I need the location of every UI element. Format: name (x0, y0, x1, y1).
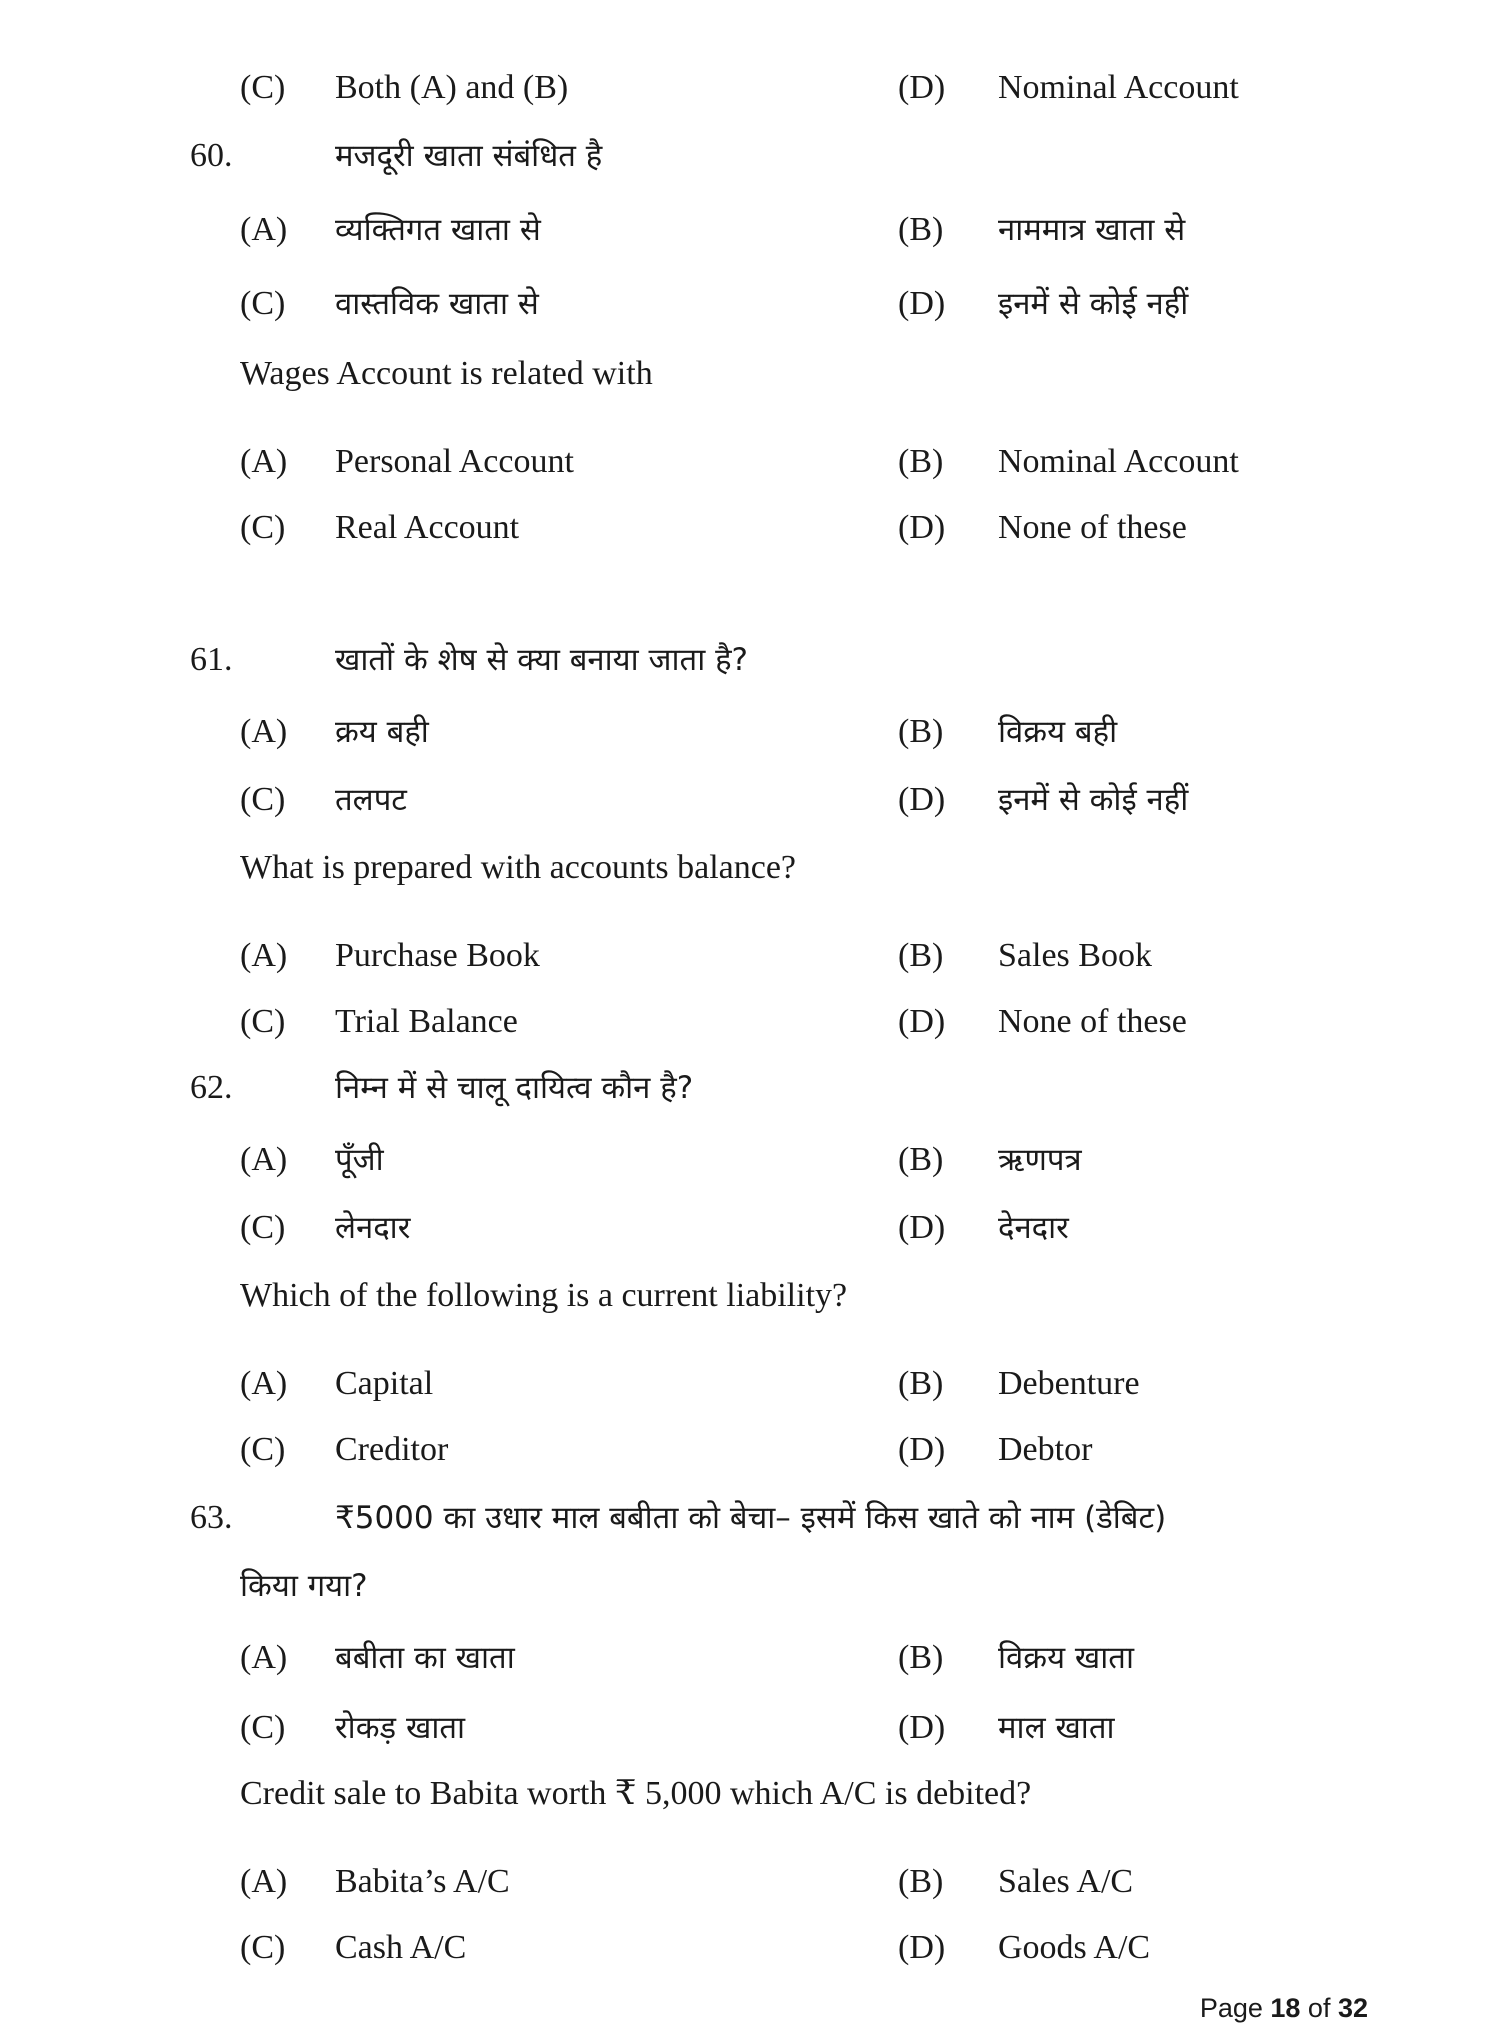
option-text: Capital (335, 1365, 434, 1402)
option-text: Both (A) and (B) (335, 69, 569, 106)
option-text: Trial Balance (335, 1003, 518, 1040)
option-text: Personal Account (335, 443, 574, 480)
option-text: Real Account (335, 509, 520, 546)
question-text-english: Wages Account is related with (240, 355, 653, 392)
option-text: वास्तविक खाता से (335, 286, 539, 322)
question-text-hindi-continued: किया गया? (240, 1568, 368, 1604)
option-label: (A) (240, 713, 288, 750)
option-text: Cash A/C (335, 1929, 467, 1966)
option-label: (D) (898, 285, 946, 322)
question-number: 63. (190, 1499, 233, 1536)
option-text: तलपट (335, 782, 407, 818)
option-label: (D) (898, 781, 946, 818)
option-text: विक्रय खाता (998, 1640, 1134, 1676)
option-label: (C) (240, 509, 286, 546)
question-text-hindi: खातों के शेष से क्या बनाया जाता है? (335, 642, 749, 678)
option-label: (B) (898, 1141, 944, 1178)
option-text: इनमें से कोई नहीं (998, 286, 1189, 322)
option-label: (A) (240, 1141, 288, 1178)
option-label: (A) (240, 1639, 288, 1676)
option-label: (B) (898, 443, 944, 480)
option-label: (D) (898, 509, 946, 546)
option-label: (A) (240, 211, 288, 248)
option-label: (A) (240, 1863, 288, 1900)
option-label: (C) (240, 1431, 286, 1468)
option-label: (B) (898, 937, 944, 974)
option-text: Nominal Account (998, 69, 1239, 106)
option-text: Debtor (998, 1431, 1093, 1468)
option-label: (D) (898, 69, 946, 106)
option-label: (D) (898, 1209, 946, 1246)
option-text: Purchase Book (335, 937, 540, 974)
option-label: (A) (240, 937, 288, 974)
option-text: रोकड़ खाता (335, 1710, 466, 1746)
option-text: Babita’s A/C (335, 1863, 510, 1900)
option-text: विक्रय बही (998, 714, 1118, 750)
option-text: Sales Book (998, 937, 1152, 974)
option-label: (C) (240, 781, 286, 818)
question-text-english: Which of the following is a current liability? (240, 1277, 848, 1314)
question-text-english: What is prepared with accounts balance? (240, 849, 797, 886)
option-label: (B) (898, 211, 944, 248)
page-number (1200, 1990, 1368, 2026)
option-text: Sales A/C (998, 1863, 1134, 1900)
option-label: (B) (898, 1365, 944, 1402)
question-text-hindi: ₹5000 का उधार माल बबीता को बेचा– इसमें किस खाते को नाम (डेबिट) (335, 1500, 1167, 1536)
option-label: (C) (240, 69, 286, 106)
option-text: None of these (998, 1003, 1187, 1040)
option-text: इनमें से कोई नहीं (998, 782, 1189, 818)
option-text: क्रय बही (335, 714, 429, 750)
option-text: Goods A/C (998, 1929, 1151, 1966)
option-label: (D) (898, 1929, 946, 1966)
page-current: 18 (1270, 1993, 1301, 2023)
option-text: पूँजी (335, 1142, 384, 1178)
option-text: Nominal Account (998, 443, 1239, 480)
question-text-english: Credit sale to Babita worth ₹ 5,000 which A/C is debited? (240, 1775, 1032, 1812)
option-text: ऋणपत्र (998, 1142, 1082, 1178)
option-label: (B) (898, 713, 944, 750)
option-text: लेनदार (335, 1210, 411, 1246)
option-label: (B) (898, 1863, 944, 1900)
option-text: माल खाता (998, 1710, 1115, 1746)
page-prefix: Page (1199, 1993, 1271, 2023)
option-text: None of these (998, 509, 1187, 546)
question-number: 60. (190, 137, 233, 174)
option-label: (C) (240, 1929, 286, 1966)
option-label: (C) (240, 285, 286, 322)
option-label: (A) (240, 443, 288, 480)
option-label: (C) (240, 1209, 286, 1246)
page-total: 32 (1337, 1993, 1368, 2023)
option-label: (D) (898, 1709, 946, 1746)
option-text: देनदार (998, 1210, 1069, 1246)
question-text-hindi: निम्न में से चालू दायित्व कौन है? (335, 1070, 694, 1106)
option-label: (C) (240, 1003, 286, 1040)
option-text: Debenture (998, 1365, 1140, 1402)
option-label: (B) (898, 1639, 944, 1676)
question-text-hindi: मजदूरी खाता संबंधित है (335, 138, 603, 174)
option-text: Creditor (335, 1431, 449, 1468)
option-label: (D) (898, 1003, 946, 1040)
option-text: व्यक्तिगत खाता से (335, 212, 541, 248)
question-number: 61. (190, 641, 233, 678)
option-label: (C) (240, 1709, 286, 1746)
question-number: 62. (190, 1069, 233, 1106)
page-middle: of (1300, 1993, 1338, 2023)
option-label: (D) (898, 1431, 946, 1468)
option-text: बबीता का खाता (335, 1640, 515, 1676)
option-label: (A) (240, 1365, 288, 1402)
option-text: नाममात्र खाता से (998, 212, 1186, 248)
